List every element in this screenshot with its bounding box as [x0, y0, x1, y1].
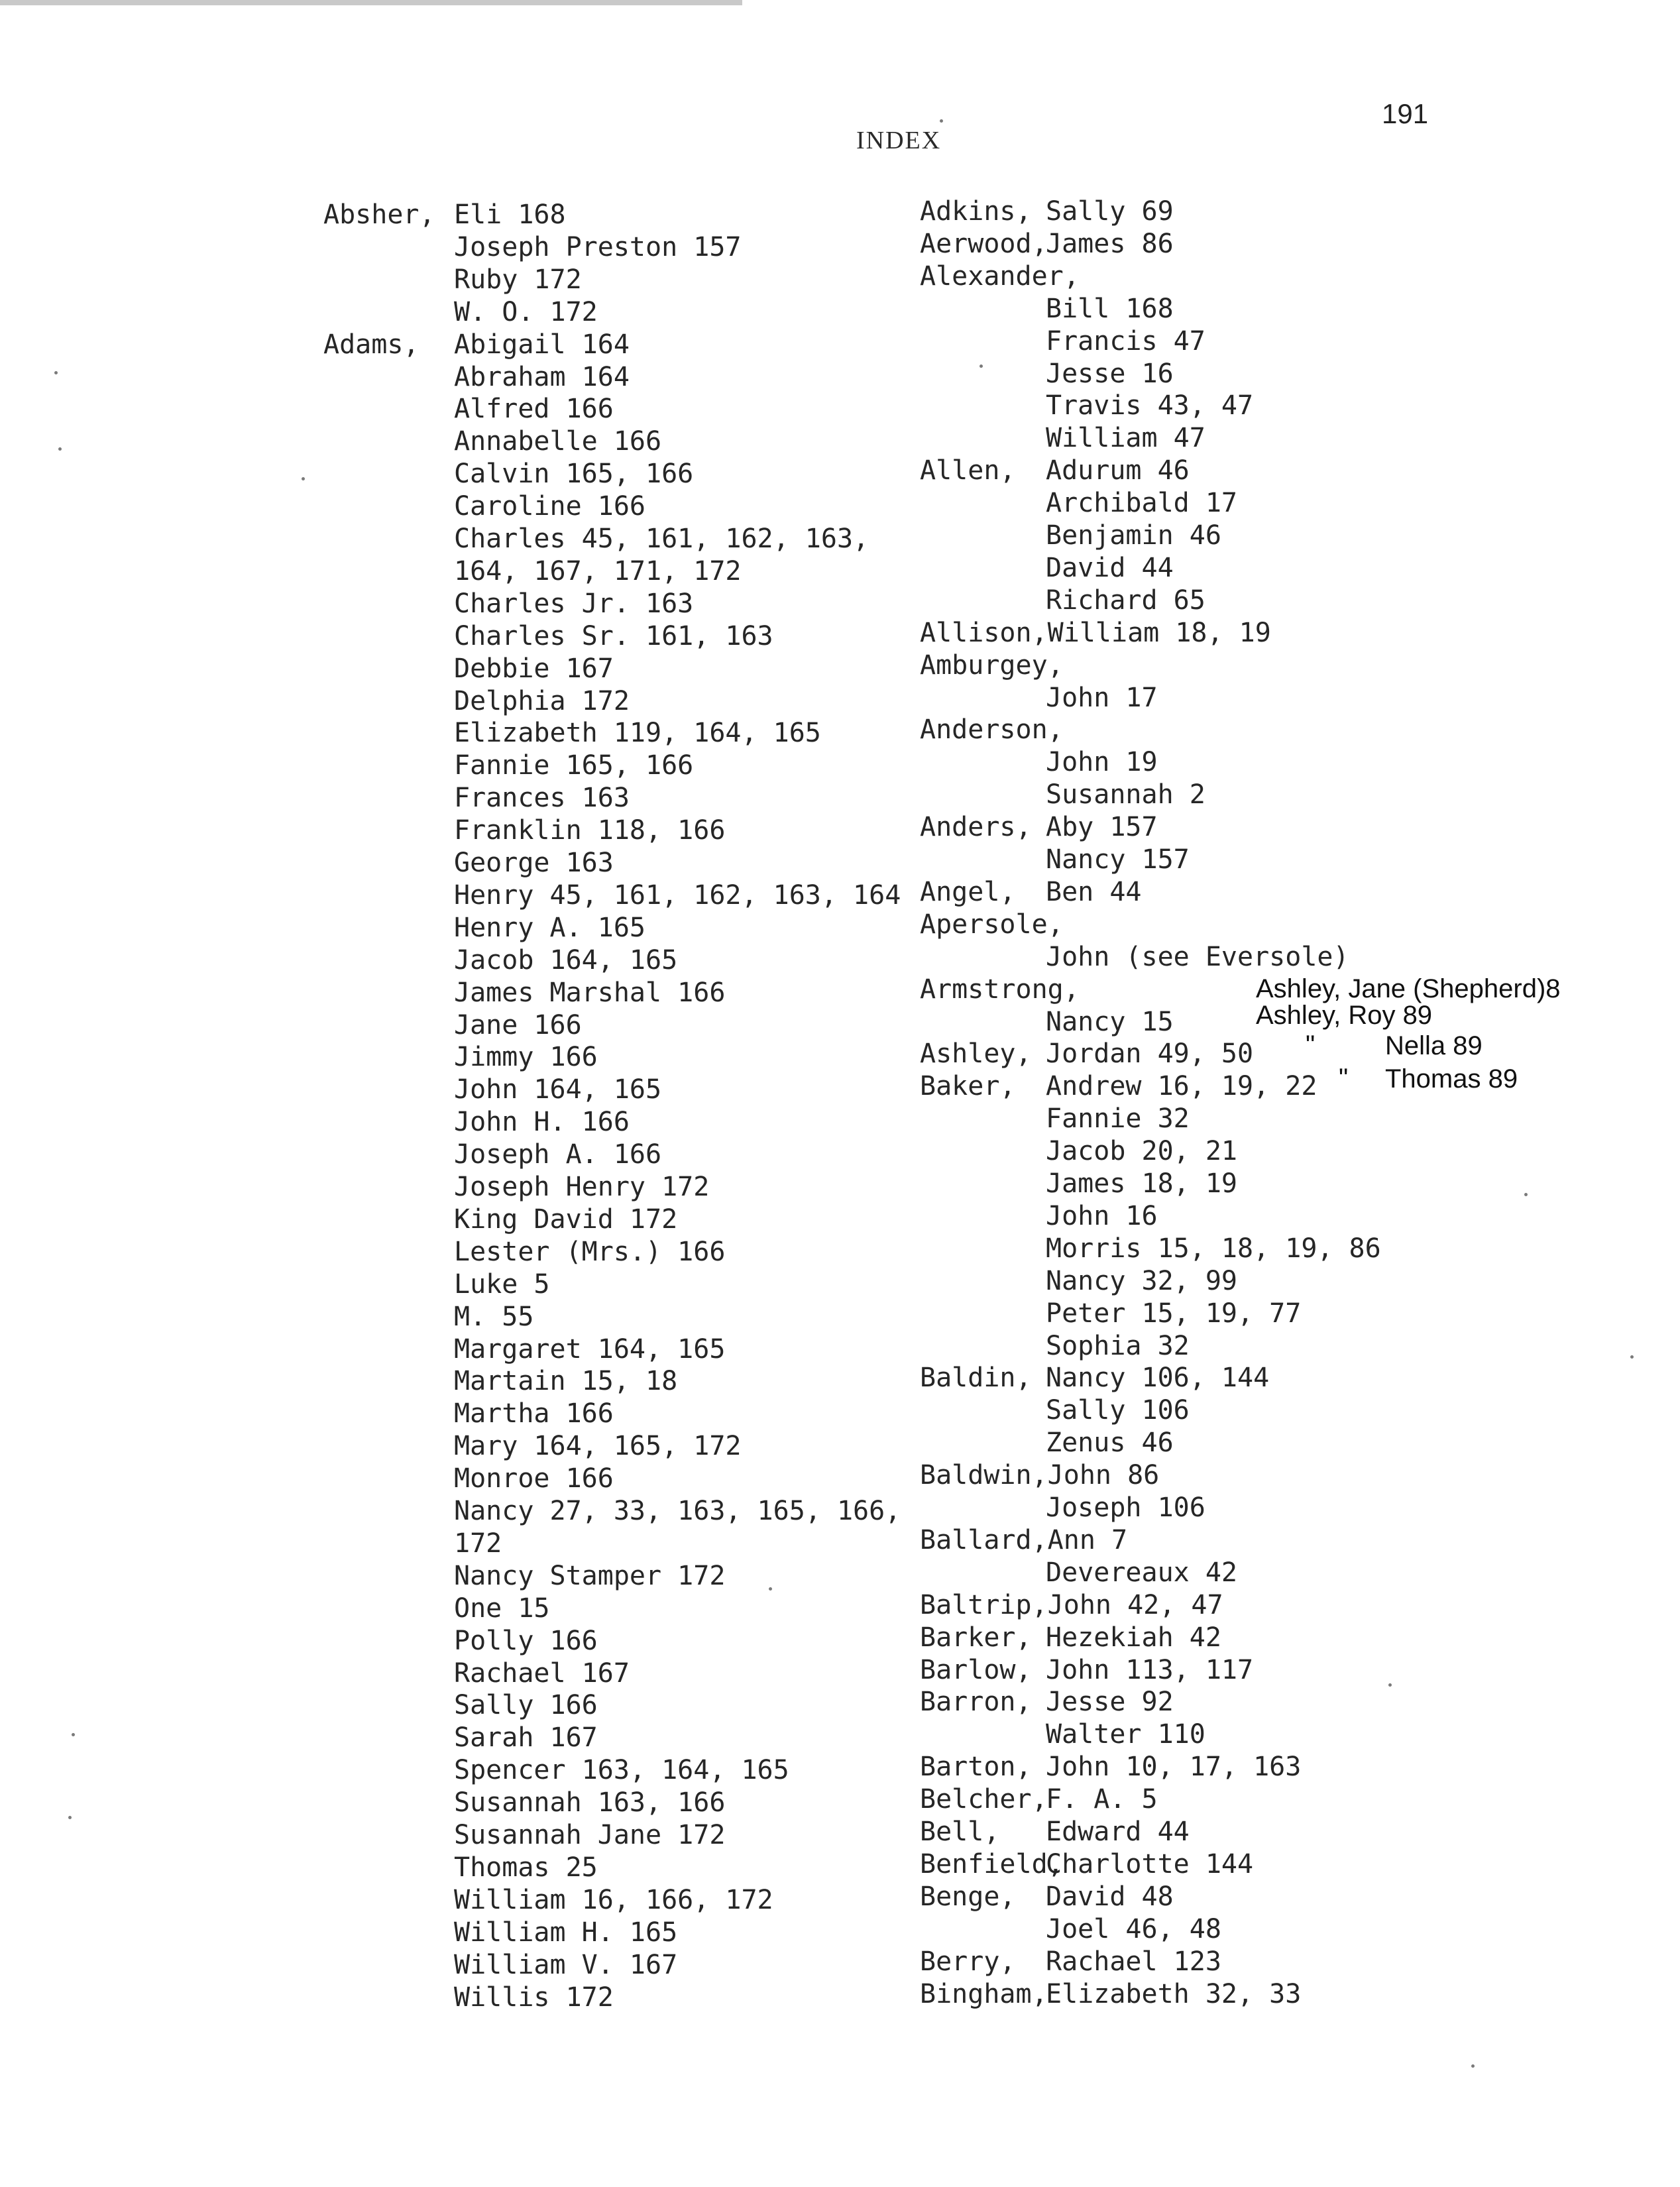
index-entry: Sally 166 [454, 1690, 598, 1721]
index-entry: David 44 [1046, 552, 1174, 583]
index-entry: Jacob 164, 165 [454, 944, 678, 976]
index-entry: Joel 46, 48 [1046, 1913, 1221, 1944]
index-entry: Jane 166 [454, 1009, 582, 1040]
index-surname: Alexander, [920, 260, 1080, 292]
index-entry: John H. 166 [454, 1107, 630, 1138]
index-surname: Allen, [920, 455, 1016, 486]
index-entry: Nancy 15 [1046, 1006, 1174, 1037]
index-entry: James 18, 19 [1046, 1168, 1237, 1199]
index-entry: King David 172 [454, 1204, 678, 1235]
index-entry: Debbie 167 [454, 653, 614, 684]
index-surname: Benge, [920, 1881, 1016, 1912]
index-entry: Morris 15, 18, 19, 86 [1046, 1233, 1381, 1264]
index-entry: Annabelle 166 [454, 426, 662, 457]
handwritten-annotation: Nella 89 [1385, 1031, 1483, 1060]
index-entry: Joseph 106 [1046, 1492, 1205, 1523]
scan-speck [1524, 1193, 1528, 1196]
index-surname: Baltrip,John 42, 47 [920, 1589, 1223, 1620]
index-entry: Mary 164, 165, 172 [454, 1431, 742, 1462]
index-surname: Adkins, [920, 196, 1032, 227]
index-entry: Fannie 165, 166 [454, 750, 694, 781]
index-entry: Peter 15, 19, 77 [1046, 1298, 1302, 1329]
index-entry: Sally 69 [1046, 196, 1174, 227]
index-surname: Barron, [920, 1687, 1032, 1718]
index-surname: Aerwood, [920, 228, 1048, 259]
index-entry: Joseph A. 166 [454, 1139, 662, 1170]
index-entry: Abigail 164 [454, 329, 630, 360]
index-entry: James 86 [1046, 228, 1174, 259]
index-entry: William 47 [1046, 423, 1205, 454]
handwritten-annotation: Thomas 89 [1385, 1064, 1518, 1094]
index-entry: Polly 166 [454, 1625, 598, 1656]
handwritten-annotation: Ashley, Jane (Shepherd)8 [1256, 974, 1561, 1003]
index-surname: Bell, [920, 1817, 1000, 1847]
index-entry: Eli 168 [454, 199, 566, 230]
index-entry: Martain 15, 18 [454, 1366, 678, 1397]
index-surname: Armstrong, [920, 974, 1080, 1005]
index-entry: Joseph Preston 157 [454, 231, 742, 262]
scan-speck [72, 1733, 75, 1736]
index-surname: Anders, [920, 812, 1032, 843]
index-surname: Belcher, [920, 1784, 1048, 1815]
index-entry: Jesse 16 [1046, 358, 1174, 389]
index-surname: Barlow, [920, 1654, 1032, 1685]
index-surname: Ballard,Ann 7 [920, 1524, 1128, 1555]
index-entry: Aby 157 [1046, 812, 1158, 843]
index-entry: Susannah Jane 172 [454, 1820, 726, 1850]
scan-speck [58, 447, 62, 451]
index-entry: Nancy 27, 33, 163, 165, 166, [454, 1496, 901, 1526]
index-entry: Nancy 106, 144 [1046, 1363, 1270, 1394]
index-entry: Elizabeth 119, 164, 165 [454, 718, 821, 749]
index-entry: Archibald 17 [1046, 488, 1237, 519]
index-surname: Adams, [323, 329, 420, 360]
index-surname: Benfield, [920, 1848, 1064, 1879]
index-entry: John 16 [1046, 1200, 1158, 1231]
index-surname: Baldwin,John 86 [920, 1460, 1160, 1491]
index-entry: Edward 44 [1046, 1817, 1190, 1847]
index-entry: Sarah 167 [454, 1722, 598, 1754]
index-surname: Angel, [920, 876, 1016, 907]
index-entry: Charles Sr. 161, 163 [454, 620, 773, 651]
index-entry: Sophia 32 [1046, 1330, 1190, 1361]
index-entry: Devereaux 42 [1046, 1557, 1237, 1588]
index-entry: One 15 [454, 1593, 550, 1624]
index-entry: Susannah 163, 166 [454, 1787, 726, 1819]
index-entry: Susannah 2 [1046, 779, 1205, 811]
index-surname: Allison,William 18, 19 [920, 617, 1271, 648]
index-entry: George 163 [454, 848, 614, 878]
index-entry: Benjamin 46 [1046, 520, 1221, 551]
index-entry: Charlotte 144 [1046, 1848, 1254, 1879]
index-entry: Rachael 123 [1046, 1946, 1221, 1977]
index-surname: Baldin, [920, 1363, 1032, 1394]
index-entry: Frances 163 [454, 783, 630, 814]
index-surname: Anderson, [920, 714, 1064, 746]
index-surname: Berry, [920, 1946, 1016, 1977]
index-entry: Spencer 163, 164, 165 [454, 1755, 789, 1786]
index-entry: Joseph Henry 172 [454, 1172, 710, 1202]
index-entry: Monroe 166 [454, 1463, 614, 1494]
index-entry: Abraham 164 [454, 361, 630, 392]
scan-speck [1388, 1683, 1392, 1687]
index-surname: Barton, [920, 1752, 1032, 1783]
index-entry: Bill 168 [1046, 293, 1174, 324]
scan-speck [302, 477, 305, 480]
index-entry: William 16, 166, 172 [454, 1884, 773, 1915]
index-entry: Hezekiah 42 [1046, 1622, 1221, 1653]
index-entry: Jacob 20, 21 [1046, 1136, 1237, 1167]
index-surname: Ashley, [920, 1038, 1032, 1070]
index-entry: Calvin 165, 166 [454, 459, 694, 490]
index-entry: Caroline 166 [454, 491, 645, 522]
index-entry: Nancy 32, 99 [1046, 1265, 1237, 1296]
index-entry: M. 55 [454, 1301, 534, 1332]
index-entry: John 10, 17, 163 [1046, 1752, 1302, 1783]
index-entry: Henry A. 165 [454, 912, 645, 943]
index-entry: James Marshal 166 [454, 977, 726, 1008]
index-surname: Absher, [323, 199, 435, 230]
index-surname: Apersole, [920, 909, 1064, 940]
index-entry: Richard 65 [1046, 585, 1205, 616]
index-entry: John 113, 117 [1046, 1654, 1254, 1685]
index-entry: Martha 166 [454, 1398, 614, 1430]
index-entry: Franklin 118, 166 [454, 815, 726, 846]
index-entry: 172 [454, 1528, 502, 1559]
index-entry: Andrew 16, 19, 22 [1046, 1071, 1317, 1102]
index-entry: Travis 43, 47 [1046, 390, 1254, 421]
index-entry: John 17 [1046, 682, 1158, 713]
scan-speck [1630, 1355, 1634, 1359]
index-entry: David 48 [1046, 1881, 1174, 1912]
index-entry: Sally 106 [1046, 1395, 1190, 1426]
index-entry: John (see Eversole) [1046, 941, 1349, 972]
ditto-mark: " [1339, 1064, 1349, 1093]
scan-speck [68, 1816, 72, 1819]
index-entry: Lester (Mrs.) 166 [454, 1236, 726, 1267]
index-entry: John 19 [1046, 747, 1158, 778]
index-entry: Alfred 166 [454, 394, 614, 425]
index-entry: William H. 165 [454, 1917, 678, 1948]
index-entry: Zenus 46 [1046, 1428, 1174, 1459]
index-entry: Adurum 46 [1046, 455, 1190, 486]
ditto-mark: " [1306, 1031, 1316, 1060]
index-surname: Barker, [920, 1622, 1032, 1653]
index-entry: Fannie 32 [1046, 1103, 1190, 1135]
handwritten-annotation: Ashley, Roy 89 [1256, 1001, 1433, 1030]
index-entry: John 164, 165 [454, 1074, 662, 1105]
scan-speck [769, 1587, 772, 1591]
index-entry: Ben 44 [1046, 876, 1142, 907]
index-entry: Walter 110 [1046, 1719, 1205, 1750]
index-entry: W. O. 172 [454, 296, 598, 327]
index-entry: Luke 5 [454, 1268, 550, 1300]
index-entry: Henry 45, 161, 162, 163, 164 [454, 879, 901, 911]
index-entry: 164, 167, 171, 172 [454, 555, 742, 587]
index-surname: Bingham, [920, 1978, 1048, 2009]
index-entry: Delphia 172 [454, 685, 630, 716]
index-entry: Jordan 49, 50 [1046, 1038, 1254, 1070]
index-entry: Jimmy 166 [454, 1042, 598, 1073]
index-entry: Elizabeth 32, 33 [1046, 1978, 1302, 2009]
scan-speck [1471, 2064, 1475, 2068]
scan-speck [940, 119, 943, 123]
index-entry: Nancy Stamper 172 [454, 1560, 726, 1591]
index-entry: F. A. 5 [1046, 1784, 1158, 1815]
index-entry: Willis 172 [454, 1982, 614, 2013]
index-entry: William V. 167 [454, 1949, 678, 1980]
index-entry: Margaret 164, 165 [454, 1333, 726, 1365]
index-entry: Charles 45, 161, 162, 163, [454, 524, 869, 554]
index-surname: Amburgey, [920, 649, 1064, 681]
page-number: 191 [1382, 98, 1429, 129]
index-entry: Nancy 157 [1046, 844, 1190, 875]
index-entry: Charles Jr. 163 [454, 588, 694, 619]
index-entry: Francis 47 [1046, 325, 1205, 357]
scan-edge [0, 0, 742, 5]
scan-speck [54, 371, 58, 374]
index-entry: Ruby 172 [454, 264, 582, 295]
page-title: INDEX [856, 127, 942, 154]
scan-speck [980, 364, 983, 368]
index-entry: Rachael 167 [454, 1657, 630, 1689]
index-entry: Thomas 25 [454, 1852, 598, 1883]
index-entry: Jesse 92 [1046, 1687, 1174, 1718]
index-surname: Baker, [920, 1071, 1016, 1102]
